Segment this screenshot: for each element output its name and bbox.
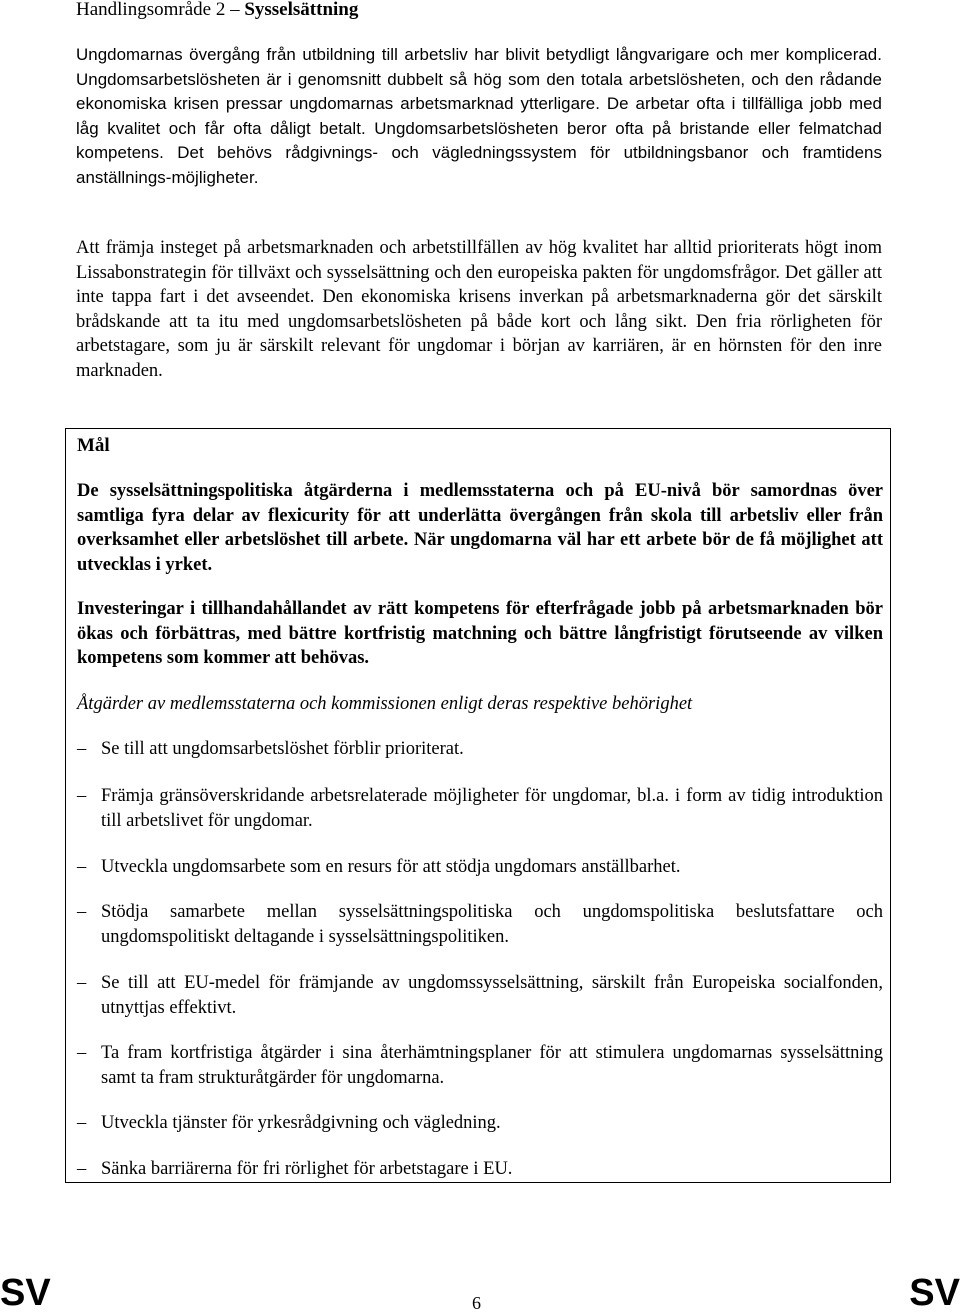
footer-language-left: SV [0, 1272, 51, 1314]
section-heading-prefix: Handlingsområde 2 – [76, 0, 245, 20]
goal-paragraph-1: De sysselsättningspolitiska åtgärderna i medlemsstaterna och på EU-nivå bör samordnas över samtliga fyra delar av flexicurity för att underlätta övergången från skola till arbetsliv eller från overksamhet eller arbetslöshet till arbete. När ungdomarna väl har ett arbete bör de få möjlighet att utvecklas i yrket. [77, 481, 883, 575]
dash-bullet: – [77, 973, 87, 993]
footer-language-right: SV [909, 1272, 960, 1314]
action-item [77, 971, 883, 1020]
action-item [77, 784, 883, 833]
dash-bullet: – [77, 857, 87, 877]
dash-bullet: – [77, 902, 87, 922]
page-number: 6 [472, 1293, 481, 1313]
action-text: Utveckla ungdomsarbete som en resurs för att stödja ungdomars anställbarhet. [101, 857, 681, 877]
goal-paragraph-2: Investeringar i tillhandahållandet av rätt kompetens för efterfrågade jobb på arbetsmarknaden bör ökas och förbättras, med bättre kortfristig matchning och bättre långfristigt förutseende av vilken kompetens som kommer att behövas. [77, 599, 883, 669]
action-text: Utveckla tjänster för yrkesrådgivning och vägledning. [101, 1113, 501, 1133]
intro-paragraph: Ungdomarnas övergång från utbildning till arbetsliv har blivit betydligt långvarigare och mer komplicerad. Ungdomsarbetslösheten är i genomsnitt dubbelt så hög som den totala arbetslösheten, och den rådande ekonomiska krisen pressar ungdomarnas arbetsmarknad ytterligare. De arbetar ofta i tillfälliga jobb med låg kvalitet och får ofta dåligt betalt. Ungdomsarbetslösheten beror ofta på bristande eller felmatchad kompetens. Det behövs rådgivnings- och vägledningssystem för utbildningsbanor och framtidens anställnings-möjligheter. [76, 45, 882, 187]
action-item [77, 1157, 883, 1182]
dash-bullet: – [77, 786, 87, 806]
action-item [77, 737, 883, 762]
action-item [77, 855, 883, 880]
section-heading [76, 0, 358, 22]
goals-box [65, 428, 891, 1183]
action-item [77, 1111, 883, 1136]
dash-bullet: – [77, 1113, 87, 1133]
action-text: Se till att ungdomsarbetslöshet förblir prioriterat. [101, 739, 464, 759]
action-text: Se till att EU-medel för främjande av ungdomssysselsättning, särskilt från Europeiska socialfonden, utnyttjas effektivt. [101, 973, 883, 1018]
action-text: Sänka barriärerna för fri rörlighet för arbetstagare i EU. [101, 1159, 513, 1179]
actions-title: Åtgärder av medlemsstaterna och kommissionen enligt deras respektive behörighet [77, 694, 693, 714]
action-item [77, 1041, 883, 1090]
context-paragraph: Att främja insteget på arbetsmarknaden och arbetstillfällen av hög kvalitet har alltid prioriterats högt inom Lissabonstrategin för tillväxt och sysselsättning och den europeiska pakten för ungdomsfrågor. Det gäller att inte tappa fart i det avseendet. Den ekonomiska krisens inverkan på arbetsmarknaderna gör det särskilt brådskande att ta itu med ungdomsarbetslösheten på både kort och lång sikt. Den fria rörligheten för arbetstagare, som ju är särskilt relevant för ungdomar i början av karriären, är en hörnsten för den inre marknaden. [76, 238, 882, 381]
dash-bullet: – [77, 739, 87, 759]
action-text: Stödja samarbete mellan sysselsättningspolitiska och ungdomspolitiska beslutsfattare och ungdomspolitiskt deltagande i sysselsättningspolitiken. [101, 902, 883, 947]
action-item [77, 900, 883, 949]
goals-title: Mål [77, 435, 110, 456]
dash-bullet: – [77, 1159, 87, 1179]
dash-bullet: – [77, 1043, 87, 1063]
section-heading-title: Sysselsättning [244, 0, 359, 20]
action-text: Ta fram kortfristiga åtgärder i sina återhämtningsplaner för att stimulera ungdomarnas sysselsättning samt ta fram strukturåtgärder för ungdomarna. [101, 1043, 883, 1088]
action-text: Främja gränsöverskridande arbetsrelaterade möjligheter för ungdomar, bl.a. i form av tidig introduktion till arbetslivet för ungdomar. [101, 786, 883, 831]
